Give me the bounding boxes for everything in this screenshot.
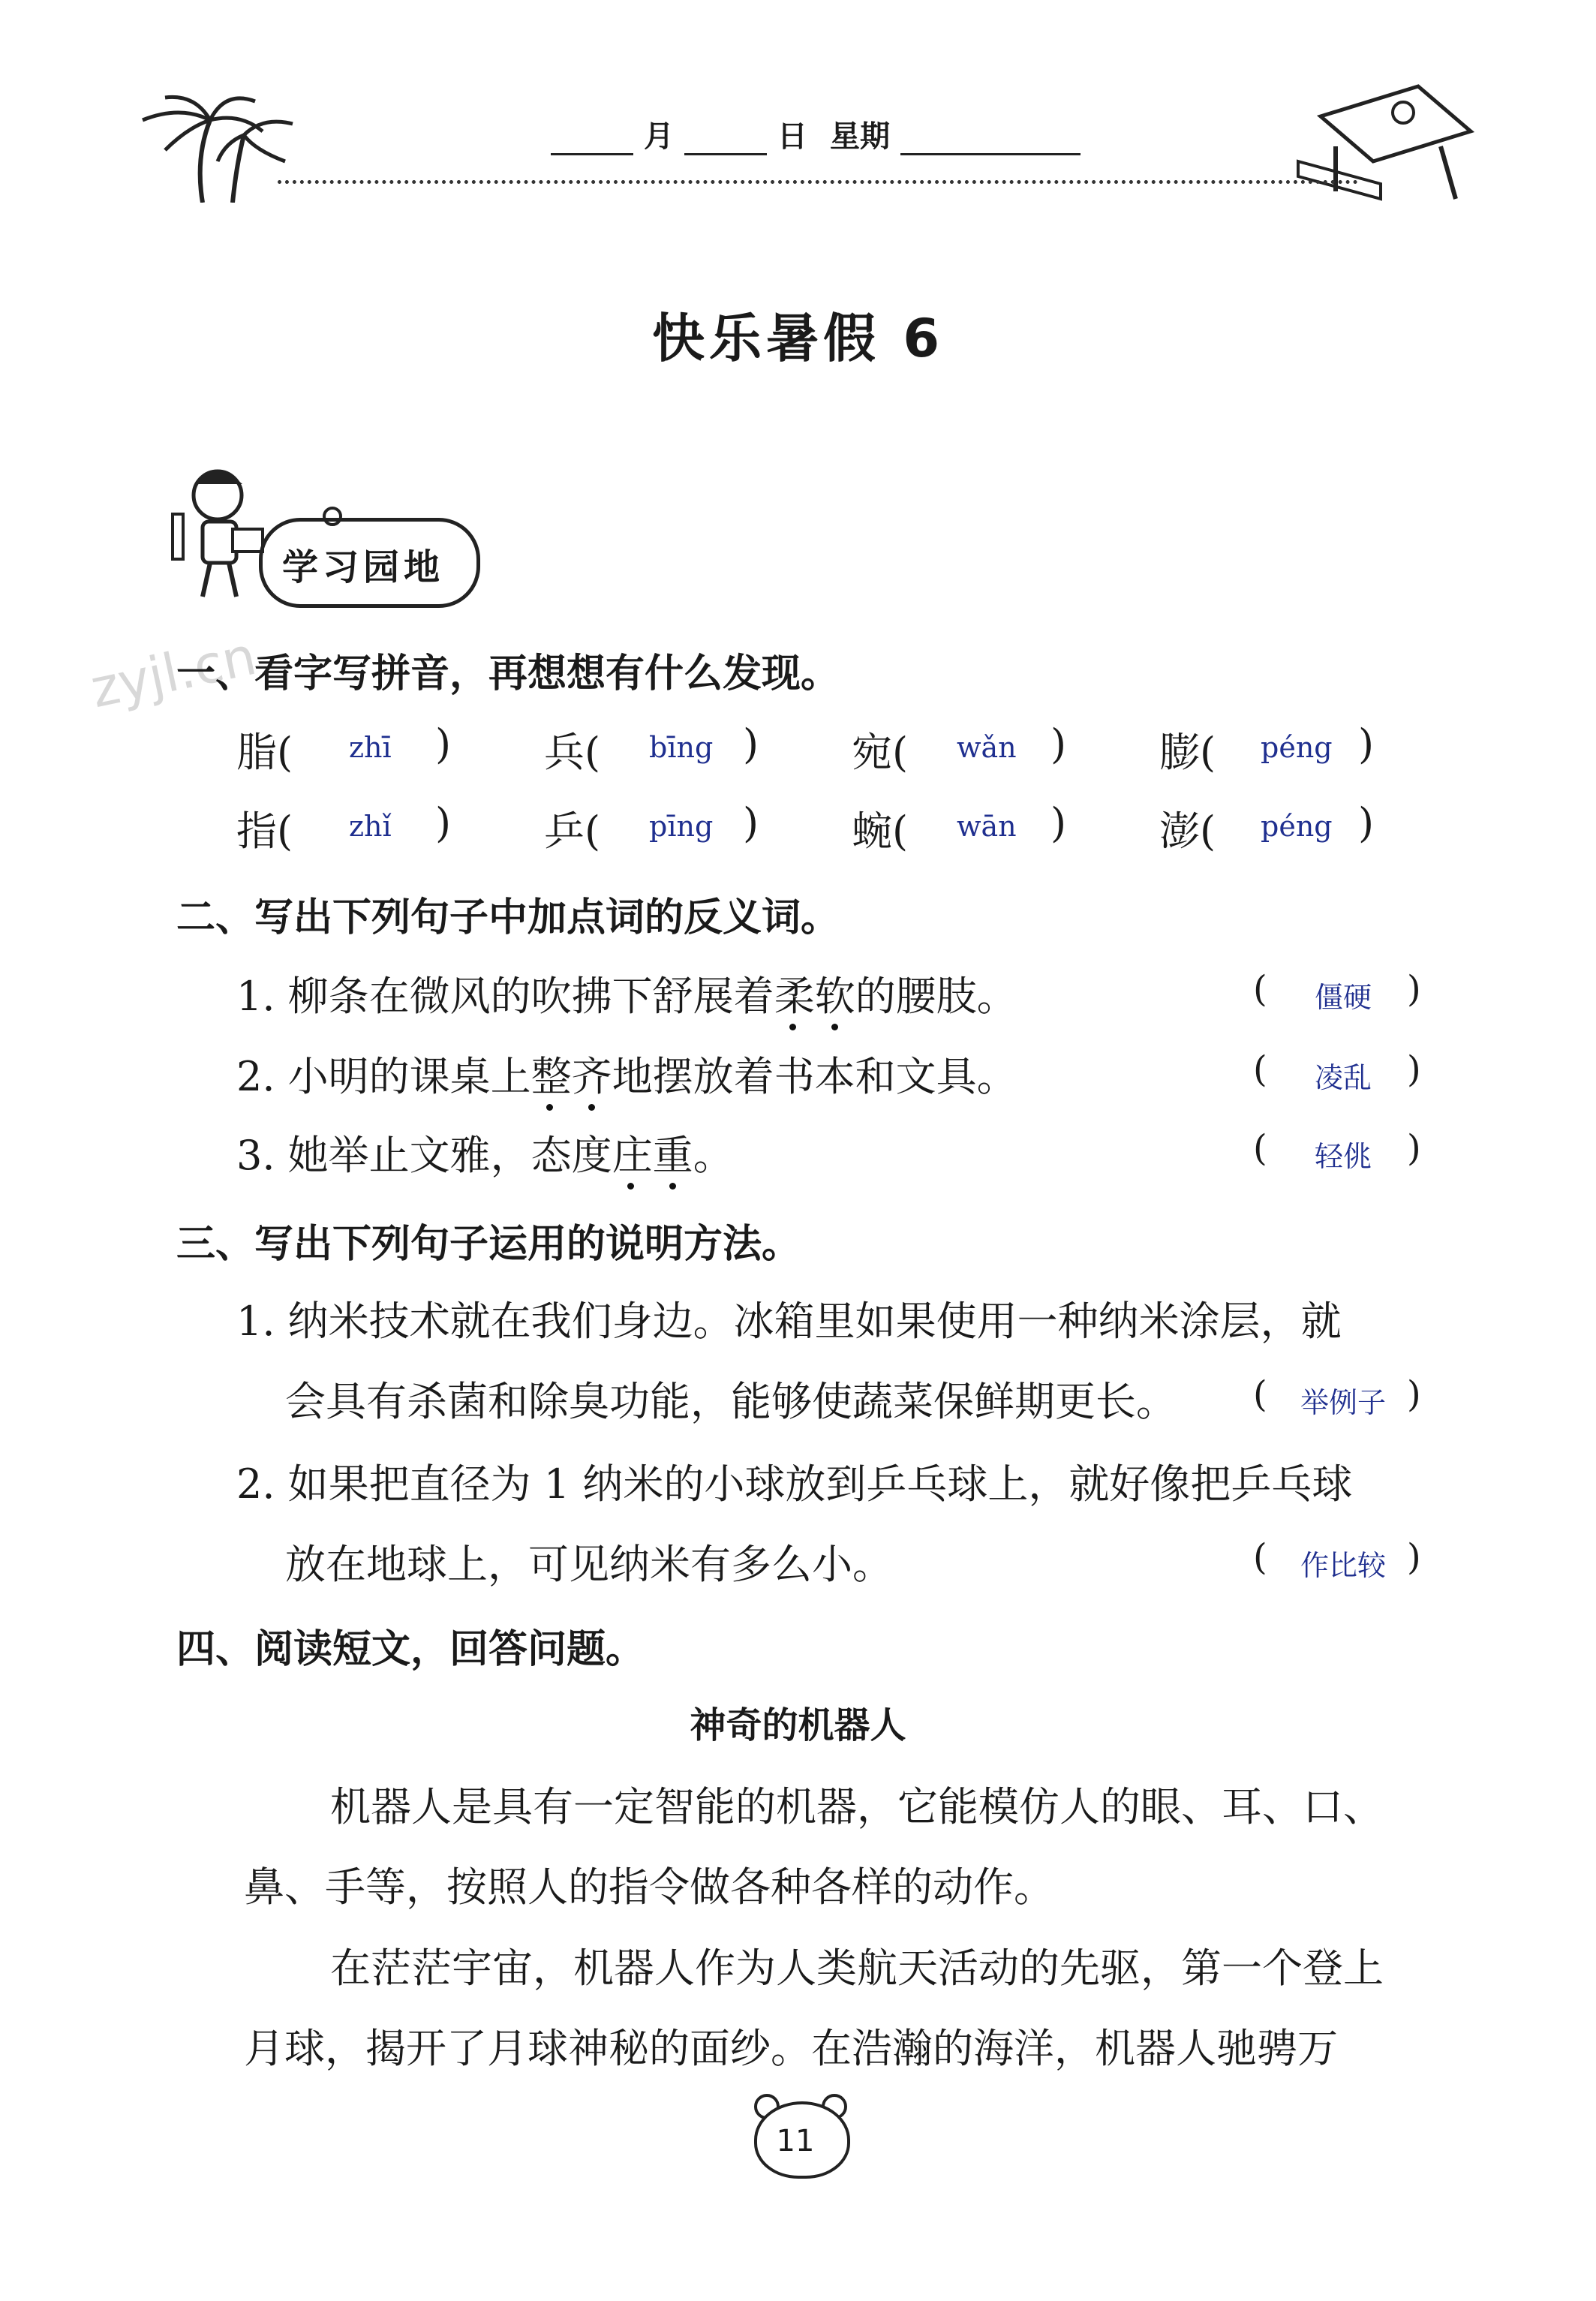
pinyin-item: 兵( bīng ) — [544, 720, 759, 776]
weekday-blank[interactable] — [900, 153, 1081, 155]
pinyin-item: 宛( wǎn ) — [852, 720, 1067, 776]
q3-answer-1[interactable]: 举例子 — [1300, 1386, 1386, 1419]
q3-answer-1-paren-close: ) — [1407, 1373, 1421, 1415]
passage-p2-line2: 月球，揭开了月球神秘的面纱。在浩瀚的海洋，机器人驰骋万 — [244, 2025, 1338, 2072]
q3-item-1-line1: 1. 纳米技术就在我们身边。冰箱里如果使用一种纳米涂层，就 — [236, 1298, 1342, 1345]
emphasized-word — [612, 1132, 693, 1179]
q2-answer-2-paren-close: ) — [1407, 1048, 1421, 1090]
pinyin-answer[interactable]: péng — [1261, 810, 1333, 843]
hanzi: 兵 — [544, 729, 585, 776]
pinyin-item: 澎( péng ) — [1159, 799, 1375, 855]
q3-answer-2[interactable]: 作比较 — [1300, 1549, 1386, 1582]
pinyin-answer[interactable]: wān — [957, 810, 1017, 843]
palm-trees-icon — [113, 90, 308, 203]
q3-item-2-line2: 放在地球上，可见纳米有多么小。 — [285, 1541, 893, 1588]
emphasized-text: 柔软 — [774, 973, 855, 1020]
q3-item-2-line1: 2. 如果把直径为 1 纳米的小球放到乒乓球上，就好像把乒乓球 — [236, 1460, 1353, 1508]
hanzi: 乒 — [544, 808, 585, 855]
q1-heading: 一、看字写拼音，再想想有什么发现。 — [176, 651, 840, 696]
page-title: 快乐暑假 6 — [651, 308, 945, 369]
sentence-text: 2. 小明的课桌上 — [236, 1053, 531, 1100]
weekday-label: 星期 — [830, 119, 890, 154]
pinyin-item: 指( zhǐ ) — [236, 799, 452, 855]
emphasis-dot — [669, 1183, 676, 1190]
emphasized-word — [774, 973, 855, 1020]
sentence-text: 3. 她举止文雅，态度 — [236, 1132, 612, 1179]
hanzi: 指 — [236, 808, 277, 855]
q3-heading: 三、写出下列句子运用的说明方法。 — [176, 1222, 801, 1267]
sentence-text: 。 — [693, 1132, 734, 1179]
hanzi: 脂 — [236, 729, 277, 776]
q2-answer-3-paren-close: ) — [1407, 1127, 1421, 1169]
picnic-table-icon — [1291, 71, 1486, 214]
hanzi: 宛 — [852, 729, 892, 776]
emphasis-dot — [588, 1104, 595, 1111]
passage-p2-line1: 在茫茫宇宙，机器人作为人类航天活动的先驱，第一个登上 — [330, 1945, 1384, 1992]
pinyin-item: 膨( péng ) — [1159, 720, 1375, 776]
pinyin-answer[interactable]: bīng — [649, 731, 714, 764]
day-label: 日 — [777, 119, 807, 154]
pinyin-answer[interactable]: pīng — [649, 810, 714, 843]
watermark: zyjl.cn — [85, 624, 262, 720]
passage-p1-line2: 鼻、手等，按照人的指令做各种各样的动作。 — [244, 1863, 1054, 1911]
q2-answer-1[interactable]: 僵硬 — [1314, 981, 1372, 1014]
hanzi: 膨 — [1159, 729, 1200, 776]
page-number: 11 — [776, 2124, 815, 2158]
q2-answer-3-paren-open: ( — [1253, 1127, 1267, 1169]
q2-answer-3[interactable]: 轻佻 — [1314, 1140, 1372, 1173]
sentence-text: 地摆放着书本和文具。 — [612, 1053, 1017, 1100]
emphasized-text: 庄重 — [612, 1132, 693, 1179]
section-badge — [259, 518, 480, 608]
q2-heading: 二、写出下列句子中加点词的反义词。 — [176, 895, 840, 940]
q3-answer-1-paren-open: ( — [1253, 1373, 1267, 1415]
month-blank[interactable] — [551, 153, 633, 155]
q3-item-1-line2: 会具有杀菌和除臭功能，能够使蔬菜保鲜期更长。 — [285, 1378, 1177, 1425]
emphasis-dot — [627, 1183, 634, 1190]
passage-p1-line1: 机器人是具有一定智能的机器，它能模仿人的眼、耳、口、 — [330, 1783, 1384, 1830]
emphasized-text: 整齐 — [530, 1053, 612, 1100]
date-line — [540, 113, 1091, 155]
month-label: 月 — [644, 119, 674, 154]
q4-heading: 四、阅读短文，回答问题。 — [176, 1627, 645, 1672]
pinyin-answer[interactable]: zhī — [349, 731, 392, 764]
pinyin-answer[interactable]: wǎn — [957, 731, 1017, 764]
q2-answer-2[interactable]: 凌乱 — [1314, 1061, 1372, 1094]
emphasis-dot — [831, 1024, 838, 1030]
emphasized-word — [531, 1053, 612, 1100]
pinyin-answer[interactable]: péng — [1261, 731, 1333, 764]
q2-answer-2-paren-open: ( — [1253, 1048, 1267, 1090]
pinyin-item: 乒( pīng ) — [544, 799, 759, 855]
passage-title: 神奇的机器人 — [690, 1704, 906, 1746]
sentence-text: 的腰肢。 — [855, 973, 1017, 1020]
q2-item-3 — [236, 1123, 734, 1181]
emphasis-dot — [789, 1024, 796, 1030]
q2-item-2 — [236, 1045, 1017, 1102]
q2-item-1 — [236, 964, 1017, 1022]
header-rule — [278, 180, 1358, 184]
q3-answer-2-paren-open: ( — [1253, 1536, 1267, 1578]
hanzi: 澎 — [1159, 808, 1200, 855]
sentence-text: 1. 柳条在微风的吹拂下舒展着 — [236, 973, 774, 1020]
pinyin-answer[interactable]: zhǐ — [349, 810, 392, 843]
q2-answer-1-paren-open: ( — [1253, 968, 1267, 1010]
hanzi: 蜿 — [852, 808, 892, 855]
student-mascot-icon — [161, 462, 266, 604]
emphasis-dot — [546, 1104, 553, 1111]
q3-answer-2-paren-close: ) — [1407, 1536, 1421, 1578]
q2-answer-1-paren-close: ) — [1407, 968, 1421, 1010]
section-badge-label: 学习园地 — [282, 546, 445, 588]
pinyin-item: 脂( zhī ) — [236, 720, 452, 776]
day-blank[interactable] — [684, 153, 767, 155]
pinyin-item: 蜿( wān ) — [852, 799, 1067, 855]
